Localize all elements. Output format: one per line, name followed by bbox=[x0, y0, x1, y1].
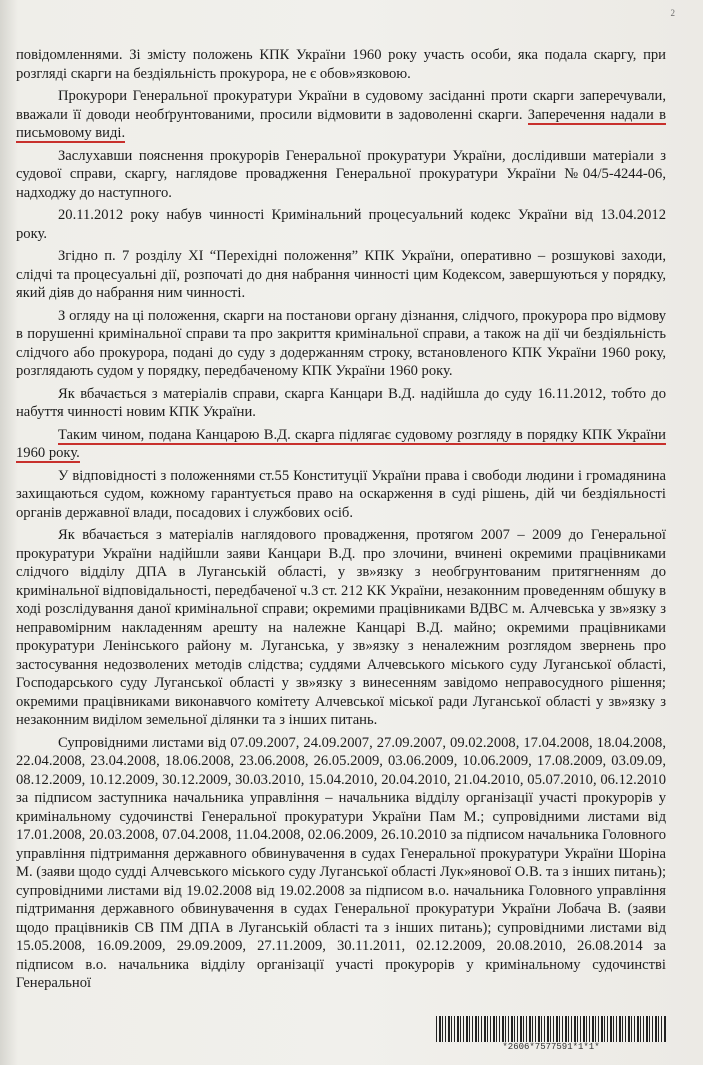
paragraph-text: Заслухавши пояснення прокурорів Генеральної прокуратури України, дослідивши матеріали з судової справи, скаргу, наглядове провадження Генеральної прокуратури України №04/5-4244-06, надходжу до наступного. bbox=[16, 147, 666, 201]
barcode-number: *2606*7577591*1*1* bbox=[502, 1042, 600, 1052]
paragraph bbox=[16, 247, 666, 303]
paragraph bbox=[16, 206, 666, 243]
paragraph bbox=[16, 87, 666, 143]
paragraph bbox=[16, 46, 666, 83]
paragraph bbox=[16, 307, 666, 381]
paragraph-text: 20.11.2012 року набув чинності Кримінальний процесуальний кодекс України від 13.04.2012 року. bbox=[16, 207, 666, 242]
underlined-text: Заперечення надали в письмовому виді. bbox=[16, 106, 666, 141]
paragraph-text: Як вбачається з матеріалів справи, скарга Канцари В.Д. надійшла до суду 16.11.2012, тобто до набуття чинності новим КПК України. bbox=[16, 385, 666, 420]
paragraph-text: Як вбачається з матеріалів наглядового провадження, протягом 2007 – 2009 до Генеральної прокуратури України надійшли заяви Канцари В.Д. про злочини, вчинені окремими працівниками слідчого відділу ДПА в Луганській області, у зв»язку з необгрунтованим притягненням до кримінальної відповідальності, передбаченої ч.3 ст. 212 КК України, незаконним проведенням обшуку в ході розслідування даної кримінальної справи; окремими працівниками ВДВС м. Алчевська у зв»язку з неправомірним накладенням арешту на належне Канцарі В.Д. майно; окремими працівниками прокуратури Ленінського району м. Луганська, у зв»язку з неналежним розглядом звернень про застосування недозволених методів слідства; суддями Алчевського міського суду Луганської області, Господарського суду Луганської області у зв»язку з винесенням завідомо неправосудного рішення; окремими працівниками виконавчого комітету Алчевської міської ради Луганської області у зв»язку з незаконним виділом земельної ділянки та з інших питань. bbox=[16, 527, 666, 728]
paragraph-text: Згідно п. 7 розділу XI “Перехідні положення” КПК України, оперативно – розшукові заходи, слідчі та процесуальні дії, розпочаті до дня набрання чинності цим Кодексом, завершуються у порядку, який діяв до набрання ним чинності. bbox=[16, 248, 666, 301]
underlined-text: Таким чином, подана Канцарою В.Д. скарга підлягає судовому розгляду в порядку КПК України 1960 року. bbox=[16, 426, 666, 461]
paragraph bbox=[16, 147, 666, 203]
paragraph-text: У відповідності з положеннями ст.55 Конституції України права і свободи людини і громадянина захищаються судом, кожному гарантується право на оскарження в суді рішень, дій чи бездіяльності органів державної влади, посадових і службових осіб. bbox=[16, 467, 666, 521]
barcode bbox=[436, 1016, 666, 1052]
paragraph bbox=[16, 526, 666, 730]
paragraph bbox=[16, 385, 666, 422]
barcode-bars bbox=[436, 1016, 666, 1042]
paragraph-text: З огляду на ці положення, скарги на постанови органу дізнання, слідчого, прокурора про відмову в порушенні кримінальної справи та про закриття кримінальної справи, а також на дії чи бездіяльність слідчого або прокурора, подані до суду з додержанням строку, встановленого КПК України 1960 року, розглядають судом у порядку, передбаченому КПК України 1960 року. bbox=[16, 307, 666, 379]
paragraph-text: Супровідними листами від 07.09.2007, 24.09.2007, 27.09.2007, 09.02.2008, 17.04.2008, 18.04.2008, 22.04.2008, 23.04.2008, 18.06.2008, 23.06.2008, 26.05.2009, 03.06.2009, 10.06.2009, 17.08.2009, 03.09.09, 08.12.2009, 10.12.2009, 30.12.2009, 30.03.2010, 15.04.2010, 20.04.2010, 21.04.2010, 05.07.2010, 06.12.2010 за підписом заступника начальника управління – начальника відділу організації участі прокурорів у кримінальному судочинстві Генеральної прокуратури України Пам М.; супровідними листами від 17.01.2008, 20.03.2008, 07.04.2008, 11.04.2008, 02.06.2009, 26.10.2010 за підписом начальника Головного управління підтримання державного обвинувачення в судах Генеральної прокуратури України Шоріна М. (заяви щодо судді Алчевського міського суду Луганської області Лук»янової О.В. та з інших питань); супровідними листами від 19.02.2008 від 19.02.2008 за підписом в.о. начальника Головного управління підтримання державного обвинувачення в судах Генеральної прокуратури України Лобача В. (заяви щодо працівників СВ ПМ ДПА в Луганській області та з інших питань); супровідними листами від 15.05.2008, 16.09.2009, 29.09.2009, 27.11.2009, 30.11.2011, 02.12.2009, 20.08.2010, 26.08.2014 за підписом в.о. начальника відділу організації участі прокурорів у кримінальному судочинстві Генеральної bbox=[16, 734, 666, 991]
paragraph bbox=[16, 467, 666, 523]
document-body bbox=[16, 46, 666, 997]
paragraph-text: Прокурори Генеральної прокуратури України в судовому засіданні проти скарги заперечували, вважали її доводи необґрунтованими, просили відмовити в задоволенні скарги. bbox=[16, 88, 666, 123]
paragraph bbox=[16, 426, 666, 463]
paragraph-text: повідомленнями. Зі змісту положень КПК України 1960 року участь особи, яка подала скаргу, при розгляді скарги на бездіяльність прокурора, не є обов»язковою. bbox=[16, 47, 666, 82]
page-number: 2 bbox=[670, 8, 675, 18]
paragraph bbox=[16, 734, 666, 993]
